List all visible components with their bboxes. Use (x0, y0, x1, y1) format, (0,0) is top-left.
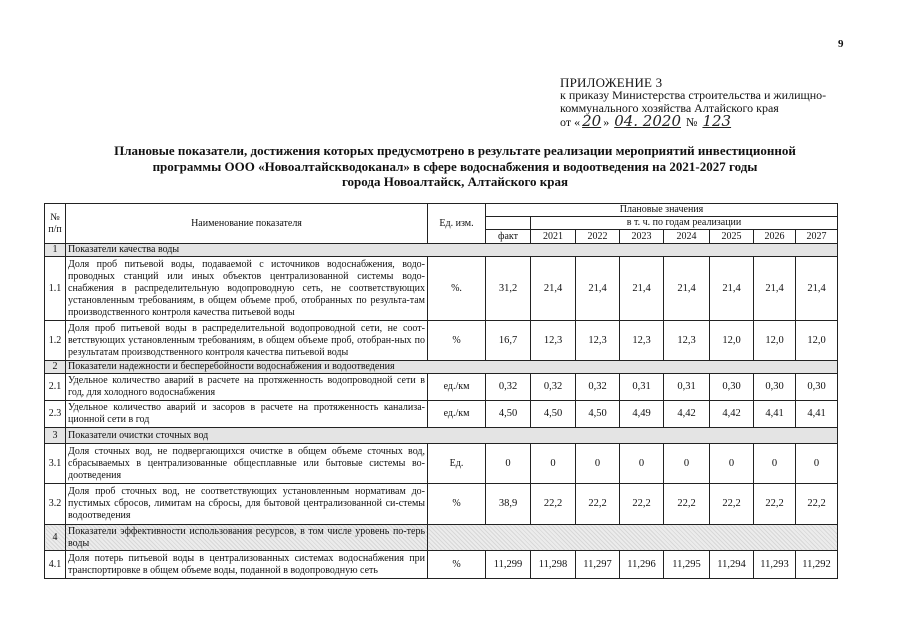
cell-2021: 4,50 (531, 401, 576, 428)
row-no: 2.1 (45, 374, 66, 401)
cell-2022: 4,50 (576, 401, 620, 428)
row-unit: %. (428, 257, 486, 321)
section-row (45, 525, 838, 551)
row-no: 4.1 (45, 551, 66, 579)
appendix-order-line-2: коммунального хозяйства Алтайского края (560, 101, 779, 115)
cell-2026: 21,4 (754, 257, 796, 321)
cell-2022: 11,297 (576, 551, 620, 579)
cell-2023: 0 (620, 444, 664, 484)
row-unit: ед./км (428, 374, 486, 401)
cell-2023: 0,31 (620, 374, 664, 401)
row-unit: % (428, 321, 486, 361)
header-col-2026: 2026 (754, 230, 796, 244)
cell-2024: 11,295 (664, 551, 710, 579)
row-name: Доля проб сточных вод, не соответствующих установленным нормативам до-пустимых сбросов, лимитам на сбросы, для бытовой централизованной си-стемы водоотведения (66, 484, 428, 525)
row-name: Доля сточных вод, не подвергающихся очистке в общем объеме сточных вод, сбрасываемых в централизованные общесплавные или бытовые системы во-доотведения (66, 444, 428, 484)
row-name: Доля проб питьевой воды, подаваемой с источников водоснабжения, водо-проводных станций или иных объектов централизованной системы водо-снабжения в распределительную водопроводную сеть, не соответствующих установленным требованиям, в общем объеме проб, отобранных по результа-там производственного контроля качества питьевой воды (66, 257, 428, 321)
heading-line-1: Плановые показатели, достижения которых предусмотрено в результате реализации мероприятий инвестиционной (114, 143, 796, 158)
date-mid: » (603, 115, 610, 129)
cell-2027: 12,0 (796, 321, 838, 361)
heading-line-2: программы ООО «Новоалтайскводоканал» в сфере водоснабжения и водоотведения на 2021-2027 годы (152, 158, 758, 174)
header-by-years: в т. ч. по годам реализации (531, 217, 838, 230)
row-no: 2.3 (45, 401, 66, 428)
appendix-block (560, 76, 880, 129)
cell-2026: 0 (754, 444, 796, 484)
cell-2021: 22,2 (531, 484, 576, 525)
table-row (45, 401, 838, 428)
cell-2026: 4,41 (754, 401, 796, 428)
header-col-2023: 2023 (620, 230, 664, 244)
header-col-2025: 2025 (710, 230, 754, 244)
date-prefix: от « (560, 115, 581, 129)
number-prefix: № (685, 115, 698, 129)
cell-2025: 4,42 (710, 401, 754, 428)
cell-2021: 0,32 (531, 374, 576, 401)
table-row (45, 321, 838, 361)
row-name: Удельное количество аварий и засоров в расчете на протяженность канализа-ционной сети в год (66, 401, 428, 428)
row-name: Доля проб питьевой воды в распределительной водопроводной сети, не соот-ветствующих установленным требованиям, в общем объеме проб, отобран-ных по результатам производственного контроля качества питьевой воды (66, 321, 428, 361)
table-row (45, 374, 838, 401)
cell-fact: 0,32 (486, 374, 531, 401)
section-title: Показатели надежности и бесперебойности водоснабжения и водоотведения (66, 361, 838, 374)
cell-fact: 16,7 (486, 321, 531, 361)
page-number: 9 (838, 38, 844, 50)
document-heading (60, 143, 850, 190)
handwritten-order-number: 123 (702, 112, 732, 130)
header-no: № п/п (45, 204, 66, 244)
header-planned: Плановые значения (486, 204, 838, 217)
row-no: 1.2 (45, 321, 66, 361)
cell-fact: 11,299 (486, 551, 531, 579)
cell-2026: 11,293 (754, 551, 796, 579)
cell-2024: 22,2 (664, 484, 710, 525)
cell-2023: 21,4 (620, 257, 664, 321)
cell-2026: 22,2 (754, 484, 796, 525)
row-no: 1.1 (45, 257, 66, 321)
cell-fact: 31,2 (486, 257, 531, 321)
cell-2024: 21,4 (664, 257, 710, 321)
row-unit: % (428, 551, 486, 579)
row-name: Удельное количество аварий в расчете на протяженность водопроводной сети в год, для холодного водоснабжения (66, 374, 428, 401)
section-row (45, 361, 838, 374)
row-unit: ед./км (428, 401, 486, 428)
cell-2024: 0,31 (664, 374, 710, 401)
cell-fact: 0 (486, 444, 531, 484)
cell-2027: 0,30 (796, 374, 838, 401)
cell-2025: 11,294 (710, 551, 754, 579)
cell-2027: 4,41 (796, 401, 838, 428)
header-blank (486, 217, 531, 230)
cell-2025: 0,30 (710, 374, 754, 401)
appendix-date-line (560, 112, 880, 130)
table-row (45, 551, 838, 579)
header-unit: Ед. изм. (428, 204, 486, 244)
handwritten-day: 20 (582, 112, 602, 130)
cell-2022: 12,3 (576, 321, 620, 361)
cell-2025: 12,0 (710, 321, 754, 361)
section-title: Показатели качества воды (66, 244, 838, 257)
cell-2026: 12,0 (754, 321, 796, 361)
header-name: Наименование показателя (66, 204, 428, 244)
section-no: 2 (45, 361, 66, 374)
cell-2023: 4,49 (620, 401, 664, 428)
cell-2022: 21,4 (576, 257, 620, 321)
row-no: 3.2 (45, 484, 66, 525)
indicators-table (44, 203, 838, 579)
cell-2024: 4,42 (664, 401, 710, 428)
heading-line-3: города Новоалтайск, Алтайского края (341, 174, 569, 189)
header-col-fact: факт (486, 230, 531, 244)
row-no: 3.1 (45, 444, 66, 484)
header-col-2024: 2024 (664, 230, 710, 244)
header-col-2021: 2021 (531, 230, 576, 244)
header-col-2027: 2027 (796, 230, 838, 244)
cell-2025: 22,2 (710, 484, 754, 525)
cell-2027: 21,4 (796, 257, 838, 321)
table-row (45, 484, 838, 525)
cell-2027: 11,292 (796, 551, 838, 579)
section-no: 3 (45, 428, 66, 444)
section-no: 1 (45, 244, 66, 257)
cell-fact: 4,50 (486, 401, 531, 428)
section-no: 4 (45, 525, 66, 551)
cell-2027: 22,2 (796, 484, 838, 525)
cell-2023: 22,2 (620, 484, 664, 525)
cell-2025: 0 (710, 444, 754, 484)
header-row-1 (45, 204, 838, 217)
cell-2022: 0,32 (576, 374, 620, 401)
cell-2027: 0 (796, 444, 838, 484)
cell-2023: 12,3 (620, 321, 664, 361)
cell-2026: 0,30 (754, 374, 796, 401)
appendix-title: ПРИЛОЖЕНИЕ 3 (560, 75, 663, 90)
cell-2025: 21,4 (710, 257, 754, 321)
cell-2021: 0 (531, 444, 576, 484)
section-fill (428, 525, 838, 551)
cell-2022: 22,2 (576, 484, 620, 525)
section-title: Показатели очистки сточных вод (66, 428, 838, 444)
cell-2021: 11,298 (531, 551, 576, 579)
cell-2021: 12,3 (531, 321, 576, 361)
appendix-order-line-1: к приказу Министерства строительства и жилищно- (560, 88, 827, 102)
cell-fact: 38,9 (486, 484, 531, 525)
row-unit: Ед. (428, 444, 486, 484)
table-row (45, 444, 838, 484)
handwritten-month-year: 04. 2020 (614, 112, 681, 130)
cell-2022: 0 (576, 444, 620, 484)
row-name: Доля потерь питьевой воды в централизованных системах водоснабжения при транспортировке в общем объеме воды, поданной в водопроводную сеть (66, 551, 428, 579)
section-row (45, 428, 838, 444)
cell-2024: 0 (664, 444, 710, 484)
table-row (45, 257, 838, 321)
cell-2024: 12,3 (664, 321, 710, 361)
row-unit: % (428, 484, 486, 525)
section-title: Показатели эффективности использования ресурсов, в том числе уровень по-терь воды (66, 525, 428, 551)
cell-2021: 21,4 (531, 257, 576, 321)
section-row (45, 244, 838, 257)
header-col-2022: 2022 (576, 230, 620, 244)
cell-2023: 11,296 (620, 551, 664, 579)
